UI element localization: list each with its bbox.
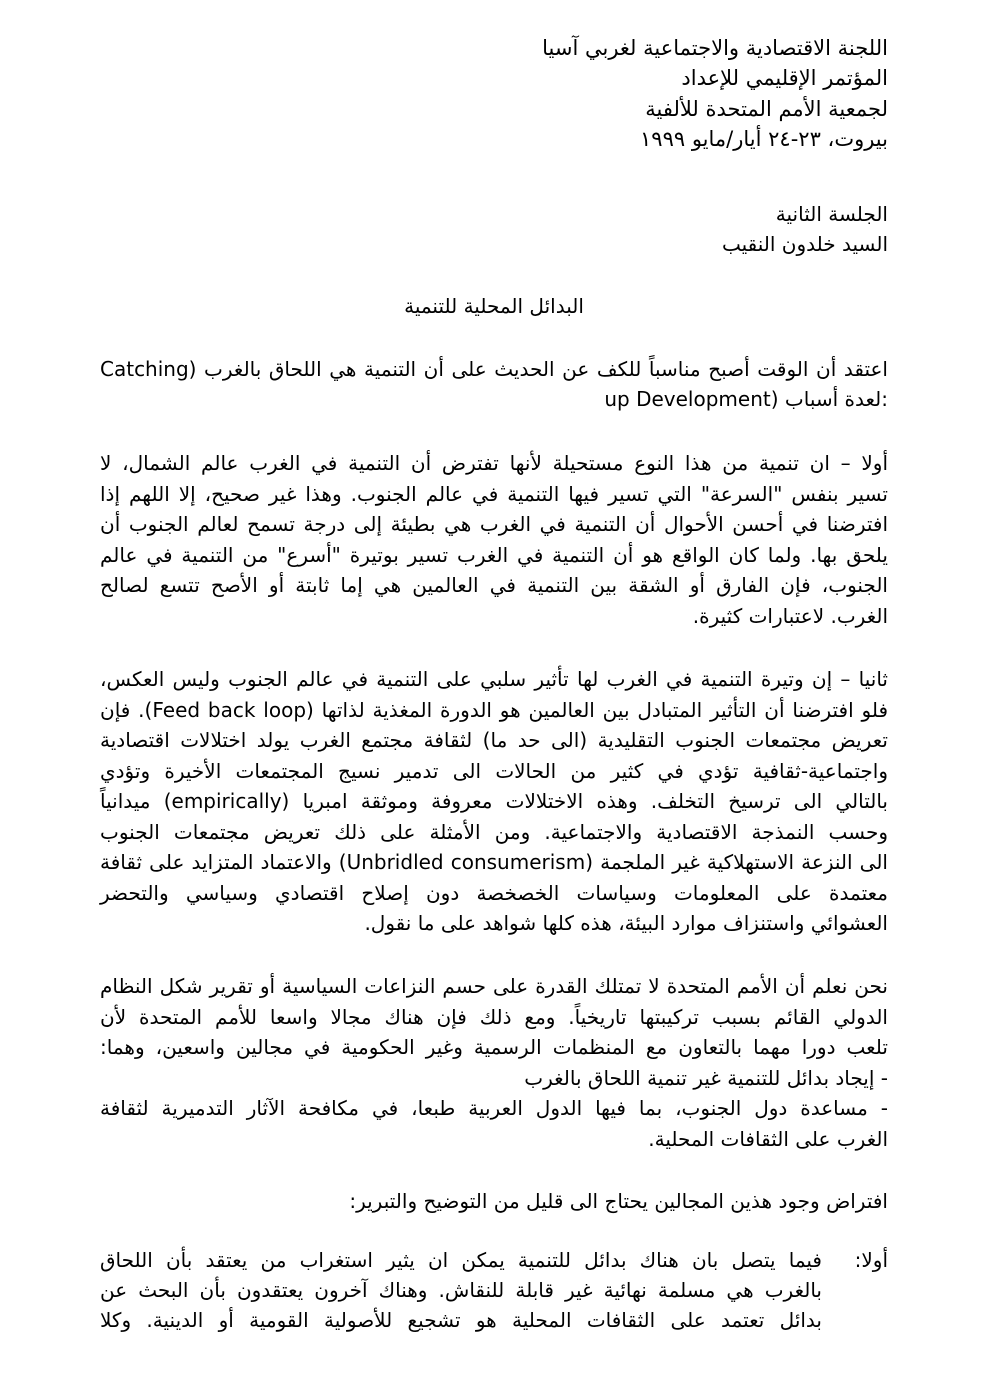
text-line: بالغرب هي مسلمة نهائية غير قابلة للنقاش. وهناك آخرون يعتقدون بأن البحث عن xyxy=(100,1278,822,1302)
text-line: الى النزعة الاستهلاكية غير الملجمة (Unbridled consumerism) والاعتماد المتزايد على ثقافة xyxy=(100,850,888,874)
text-line: اعتقد أن الوقت أصبح مناسباً للكف عن الحديث على أن التنمية هي اللحاق بالغرب (Catching xyxy=(100,357,888,381)
list-item: - مساعدة دول الجنوب، بما فيها الدول العربية طبعا، في مكافحة الآثار التدميرية لثقافة xyxy=(100,1096,888,1120)
list-item: - إيجاد بدائل للتنمية غير تنمية اللحاق بالغرب xyxy=(524,1066,888,1090)
text-line: العشوائي واستنزاف موارد البيئة، هذه كلها شواهد على ما نقول. xyxy=(364,911,888,935)
paragraph-label: أولا: xyxy=(854,1248,888,1272)
text-line: نحن نعلم أن الأمم المتحدة لا تمتلك القدرة على حسم النزاعات السياسية أو تقرير شكل النظام xyxy=(100,974,888,998)
text-line: افترضنا في أحسن الأحوال أن التنمية في الغرب هي بطيئة إلى درجة تسمح لعالم الجنوب أن xyxy=(100,512,888,536)
text-line: ثانيا – إن وتيرة التنمية في الغرب لها تأثير سلبي على التنمية في عالم الجنوب وليس العكس، xyxy=(100,667,888,691)
text-line: الغرب. لاعتبارات كثيرة. xyxy=(692,604,888,628)
text-line: الغرب على الثقافات المحلية. xyxy=(648,1127,888,1151)
paragraph-fourth: افتراض وجود هذين المجالين يحتاج الى قليل من التوضيح والتبرير: xyxy=(349,1189,888,1213)
text-line: بالتالي الى ترسيخ التخلف. وهذه الاختلالات معروفة وموثقة امبريا (empirically) ميدانياً xyxy=(100,789,888,813)
speaker-name: السيد خلدون النقيب xyxy=(721,232,888,256)
text-line: بدائل تعتمد على الثقافات المحلية هو تشجيع للأصولية القومية أو الدينية. وكلا xyxy=(100,1308,822,1332)
header-conference: المؤتمر الإقليمي للإعداد xyxy=(681,66,888,90)
text-line: واجتماعية-ثقافية تؤدي في كثير من الحالات الى تدمير نسيج المجتمعات الأخيرة وتؤدي xyxy=(100,759,888,783)
session-label: الجلسة الثانية xyxy=(775,202,888,226)
text-line: وحسب النمذجة الاقتصادية والاجتماعية. ومن الأمثلة على ذلك تعريض مجتمعات الجنوب xyxy=(100,820,888,844)
header-organization: اللجنة الاقتصادية والاجتماعية لغربي آسيا xyxy=(542,36,888,60)
text-line: يلحق بها. ولما كان الواقع هو أن التنمية في الغرب تسير بوتيرة "أسرع" من التنمية في عالم xyxy=(100,543,888,567)
text-line: الدولي القائم بسبب تركيبتها تاريخياً. ومع ذلك فإن هناك مجالا واسعا للأمم المتحدة لأن xyxy=(100,1005,888,1029)
text-line: تلعب دورا مهما بالتعاون مع المنظمات الرسمية وغير الحكومية في مجالين واسعين، وهما: xyxy=(100,1035,888,1059)
page-title: البدائل المحلية للتنمية xyxy=(404,294,584,318)
text-line: فيما يتصل بان هناك بدائل للتنمية يمكن ان يثير استغراب من يعتقد بأن اللحاق xyxy=(100,1248,822,1272)
header-place-date: بيروت، ٢٣-٢٤ أيار/مايو ١٩٩٩ xyxy=(640,127,888,151)
text-line: أولا – ان تنمية من هذا النوع مستحيلة لأنها تفترض أن التنمية في الغرب عالم الشمال، لا xyxy=(100,451,888,475)
text-line: up Development) لعدة أسباب: xyxy=(604,387,888,411)
text-line: تسير بنفس "السرعة" التي تسير فيها التنمية في عالم الجنوب. وهذا غير صحيح، إلا اللهم إذا xyxy=(100,482,888,506)
text-line: تعريض مجتمعات الجنوب التقليدية (الى حد ما) لثقافة مجتمع الغرب يولد اختلالات اقتصادية xyxy=(100,728,888,752)
text-line: فلو افترضنا أن التأثير المتبادل بين العالمين هو الدورة المغذية لذاتها (Feed back loop). فإن xyxy=(100,698,889,722)
text-line: معتمدة على المعلومات وسياسات الخصخصة دون إصلاح اقتصادي وسياسي والتحضر xyxy=(100,881,888,905)
header-assembly: لجمعية الأمم المتحدة للألفية xyxy=(645,97,888,121)
text-line: الجنوب، فإن الفارق أو الشقة بين التنمية في العالمين هي إما ثابتة أو الأصح تتسع لصالح xyxy=(100,573,888,597)
